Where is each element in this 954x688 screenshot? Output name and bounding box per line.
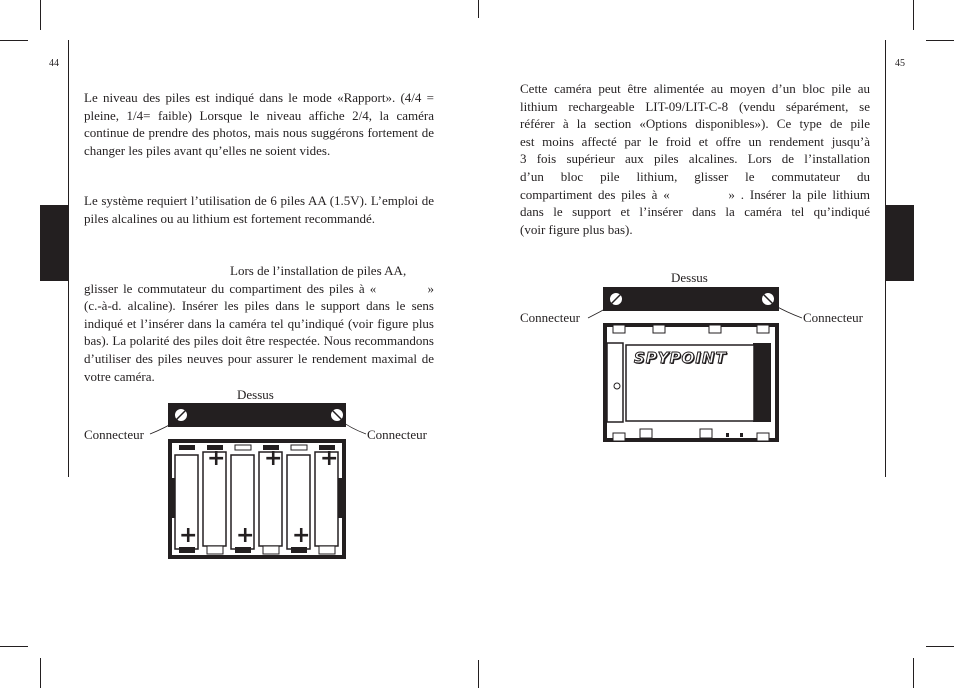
left-figure-top-label: Dessus <box>237 387 274 402</box>
left-figure-connector-left: Connecteur <box>84 427 144 442</box>
left-paragraph-2-text: Le système requiert l’utilisation de 6 piles AA (1.5V). L’emploi de piles alcalines ou au lithium est fortement recommandé. <box>84 193 434 226</box>
right-line: référer à la section «Options disponibles»). Ce type de pile <box>520 116 870 132</box>
right-line: 3 fois supérieur aux piles alcalines. Lors de l’installation <box>520 151 870 167</box>
plus-sign: + <box>207 446 226 471</box>
right-line: d’un bloc pile lithium, glisser le commutateur du <box>520 168 870 184</box>
spypoint-logo: SPYPOINT <box>634 349 727 367</box>
plus-sign: + <box>236 523 255 548</box>
right-line: compartiment des piles à « » . Insérer la pile lithium <box>520 186 870 202</box>
right-line: lithium rechargeable LIT-09/LIT-C-8 (vendu séparément, se <box>520 98 870 114</box>
left-paragraph-3-line1: Lors de l’installation de piles AA, <box>230 263 407 278</box>
page-number-left: 44 <box>49 58 59 69</box>
right-line: est moins affecté par le froid et offre un rendement jusqu’à <box>520 133 870 149</box>
left-paragraph-1-text: Le niveau des piles est indiqué dans le mode «Rapport». (4/4 = pleine, 1/4= faible) Lorsque le niveau affiche 2/4, la caméra continue de prendre des photos, mais nous suggérons fortement de changer les piles avant qu’elles ne soient vides. <box>84 90 434 158</box>
leader-line-right <box>774 305 802 318</box>
right-figure-connector-right: Connecteur <box>803 310 863 325</box>
page-number-right: 45 <box>895 58 905 69</box>
plus-sign: + <box>264 446 283 471</box>
right-figure-top-label: Dessus <box>671 270 708 285</box>
left-figure-connector-right: Connecteur <box>367 427 427 442</box>
plus-sign: + <box>320 446 339 471</box>
leader-line-left <box>588 305 612 318</box>
left-paragraph-3-rest: (c.-à-d. alcaline). Insérer les piles dans le support dans le sens indiqué et l’insérer dans la caméra tel qu’indiqué (voir figure plus bas). La polarité des piles doit être respectée. Nous recommandons d’utiliser des piles neuves pour assurer le rendement maximal de votre caméra. <box>84 298 434 384</box>
plus-sign: + <box>179 523 198 548</box>
plus-sign: + <box>292 523 311 548</box>
right-line: (voir figure plus bas). <box>520 221 633 237</box>
left-paragraph-3-line2: glisser le commutateur du compartiment des piles à « » <box>84 280 434 296</box>
connector-bar <box>603 287 779 311</box>
right-line: Cette caméra peut être alimentée au moyen d’un bloc pile au <box>520 81 870 96</box>
right-figure-connector-left: Connecteur <box>520 310 580 325</box>
right-line: dans le support et l’insérer dans la caméra tel qu’indiqué <box>520 204 870 220</box>
